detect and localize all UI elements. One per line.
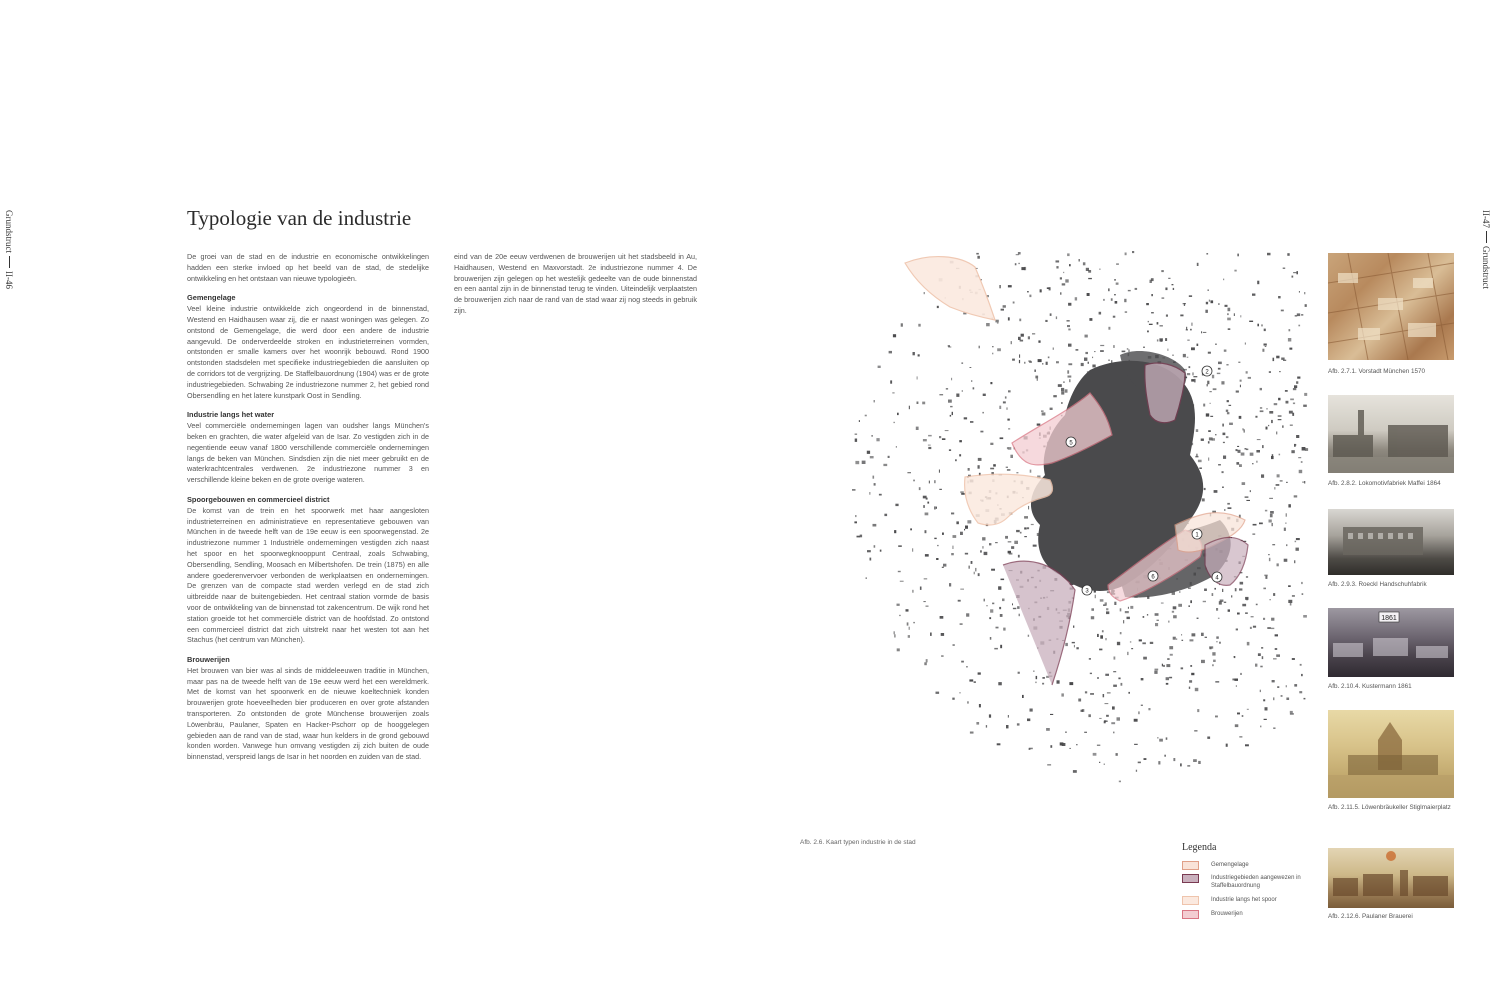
legend-item-spoor <box>1182 896 1301 905</box>
photo-vorstadt-model <box>1328 253 1454 360</box>
zone-staffelbau-south <box>1003 561 1075 685</box>
zone-spoor-north <box>905 257 995 320</box>
photo-lokomotivfabriek <box>1328 395 1454 473</box>
photo-lokomotivfabriek-art <box>1328 395 1454 473</box>
section-brouwerijen <box>187 655 429 763</box>
svg-text:4: 4 <box>1215 575 1219 582</box>
svg-text:5: 5 <box>1069 440 1073 447</box>
marker-1[interactable] <box>1192 529 1202 539</box>
left-divider <box>9 256 10 268</box>
section-text: Veel commerciële ondernemingen lagen van oudsher langs München's beken en grachten, die water afgeleid van de Isar. Zo vestigden zich in de negentiende eeuw vanaf 1800 verschillende commerciële ondernemingen langs de beken van München. Sindsdien zijn die niet meer gebruikt en de waterkrachtcentrales verdwenen. 2e industriezone nummer 3 en verschillende kleine beken en de grote overige wateren. <box>187 421 429 485</box>
photo-caption-5: Afb. 2.11.5. Löwenbräukeller Stiglmaierplatz <box>1328 804 1451 811</box>
left-page-number: II-46 <box>4 271 14 289</box>
right-chapter-name: Grundstruct <box>1481 246 1491 289</box>
svg-text:6: 6 <box>1151 574 1155 581</box>
legend-label: Brouwerijen <box>1211 911 1243 917</box>
photo-roeckl <box>1328 509 1454 575</box>
section-heading: Gemengelage <box>187 293 236 303</box>
marker-6[interactable] <box>1148 571 1158 581</box>
svg-text:2: 2 <box>1205 369 1209 376</box>
legend-item-brouwerijen <box>1182 910 1301 919</box>
marker-5[interactable] <box>1066 437 1076 447</box>
legend-item-gemengelage <box>1182 861 1301 870</box>
legend-label: Industriegebieden aangewezen in Staffelbauordnung <box>1211 875 1301 889</box>
marker-4[interactable] <box>1212 572 1222 582</box>
right-page-number: II-47 <box>1481 210 1491 228</box>
photo-kustermann-inscription: 1861 <box>1381 615 1397 622</box>
photo-caption-4: Afb. 2.10.4. Kustermann 1861 <box>1328 683 1412 690</box>
section-text: Het brouwen van bier was al sinds de middeleeuwen traditie in München, maar pas na de tweede helft van de 19e eeuw werd het een wereldmerk. Met de komst van het spoorwerk en de nieuwe koeltechniek konden brouwerijen grote hoeveelheden bier produceren en over grote afstanden transporteren. Zo ontstonden de grote Münchense brouwerijen zoals Löwenbräu, Paulaner, Spaten en Hacker-Pschorr op de hooggelegen gebieden aan de rand van de stad, waar hun kelders in de grond gebouwd konden worden. Vanwege hun omvang vestigden zij zich buiten de oude binnenstad, verspreid langs de Isar in het noorden en zuiden van de stad. <box>187 665 429 762</box>
photo-loewenbraeukeller <box>1328 710 1454 798</box>
left-side-label <box>4 210 14 289</box>
photo-caption-1: Afb. 2.7.1. Vorstadt München 1570 <box>1328 368 1425 375</box>
legend-label: Gemengelage <box>1211 862 1249 868</box>
industry-map <box>790 245 1310 835</box>
left-chapter-name: Grundstruct <box>4 210 14 253</box>
svg-text:3: 3 <box>1085 588 1089 595</box>
continuation-column <box>454 252 697 326</box>
legend-swatch <box>1182 896 1199 905</box>
section-water <box>187 410 429 486</box>
photo-paulaner <box>1328 848 1454 908</box>
map-caption: Afb. 2.6. Kaart typen industrie in de stad <box>800 839 916 846</box>
photo-loewenbraeukeller-art <box>1328 710 1454 798</box>
section-text: Veel kleine industrie ontwikkelde zich ongeordend in de binnenstad, Westend en Haidhausen waar zij, die er naast woningen was gelegen. Zo ontstond de Gemengelage, die werd door een andere de industrie aangevuld. De onderverdeelde stroken en industrieterreinen vormden, ontstonden er smalle kamers over het woonrijk bebouwd. Rond 1900 ontstonden stadsdelen met specifieke industriegebieden die aansluiten op de corridors tot de vergrijzing. De Staffelbauordnung (1904) was er de grote industriegebieden. Schwabing 2e industriezone nummer 2, het gebied rond Obersendling en het latere kunstpark Oost in Sendling. <box>187 304 429 400</box>
svg-text:1: 1 <box>1195 532 1199 539</box>
legend-swatch <box>1182 874 1199 883</box>
photo-kustermann <box>1328 608 1454 677</box>
photo-vorstadt-art <box>1328 253 1454 360</box>
marker-3[interactable] <box>1082 585 1092 595</box>
photo-caption-3: Afb. 2.9.3. Roeckl Handschuhfabrik <box>1328 581 1427 588</box>
legend-label: Industrie langs het spoor <box>1211 897 1277 903</box>
intro-paragraph: De groei van de stad en de industrie en economische ontwikkelingen hadden een sterke invloed op het beeld van de stad, de stedelijke ontwikkeling en het ontstaan van nieuwe typologieën. <box>187 252 429 283</box>
photo-paulaner-art <box>1328 848 1454 908</box>
photo-caption-6: Afb. 2.12.6. Paulaner Brauerei <box>1328 913 1413 920</box>
page-title: Typologie van de industrie <box>187 206 412 230</box>
legend-swatch <box>1182 910 1199 919</box>
section-gemengelage <box>187 293 429 401</box>
photo-caption-2: Afb. 2.8.2. Lokomotivfabriek Maffei 1864 <box>1328 480 1441 487</box>
section-spoor <box>187 495 429 646</box>
section-text: De komst van de trein en het spoorwerk met haar aangesloten industrieterreinen en administratieve en representatieve gebouwen van München in de tweede helft van de 19e eeuw is een spoorwegenstad. 2e industriezone nummer 1 Industriële ondernemingen vestigden zich naast het spoor en het spoorwegknooppunt Centraal, zoals Schwabing, Obersendling, Sendling, Moosach en Milbertshofen. De trein (1875) en alle andere goederenvervoer verbonden de werkplaatsen en ondernemingen. De grenzen van de compacte stad werden verlegd en de stad zich uitbreidde naar de buitengebieden. Het centraal station vormde de basis voor de ontwikkeling van de binnenstad tot zakencentrum. De wijk rond het station groeide tot het commerciële district van de hoofdstad. Zo ontstond een commercieel district dat zich uitstrekt naar het westen tot aan het Stachus (het centrum van München). <box>187 505 429 645</box>
section-heading: Industrie langs het water <box>187 410 275 420</box>
photo-roeckl-art <box>1328 509 1454 575</box>
legend-title: Legenda <box>1182 842 1217 853</box>
photo-kustermann-art <box>1328 608 1454 677</box>
marker-2[interactable] <box>1202 366 1212 376</box>
section-heading: Brouwerijen <box>187 655 230 665</box>
right-side-label <box>1481 210 1491 289</box>
continuation-paragraph: eind van de 20e eeuw verdwenen de brouwerijen uit het stadsbeeld in Au, Haidhausen, Westend en Maxvorstadt. 2e industriezone nummer 4. De brouwerijen zijn gelegen op het westelijk gedeelte van de oude binnenstad en een aantal zijn in de binnenstad terug te vinden. Uiteindelijk verplaatsten de brouwerijen zich naar de rand van de stad waar zij nog steeds in gebruik zijn. <box>454 252 697 315</box>
section-heading: Spoorgebouwen en commercieel district <box>187 494 330 504</box>
left-text-column <box>187 252 429 772</box>
legend-swatch <box>1182 861 1199 870</box>
legend-item-staffelbau <box>1182 874 1301 890</box>
zone-staffelbau-east <box>1205 537 1248 585</box>
right-divider <box>1486 231 1487 243</box>
